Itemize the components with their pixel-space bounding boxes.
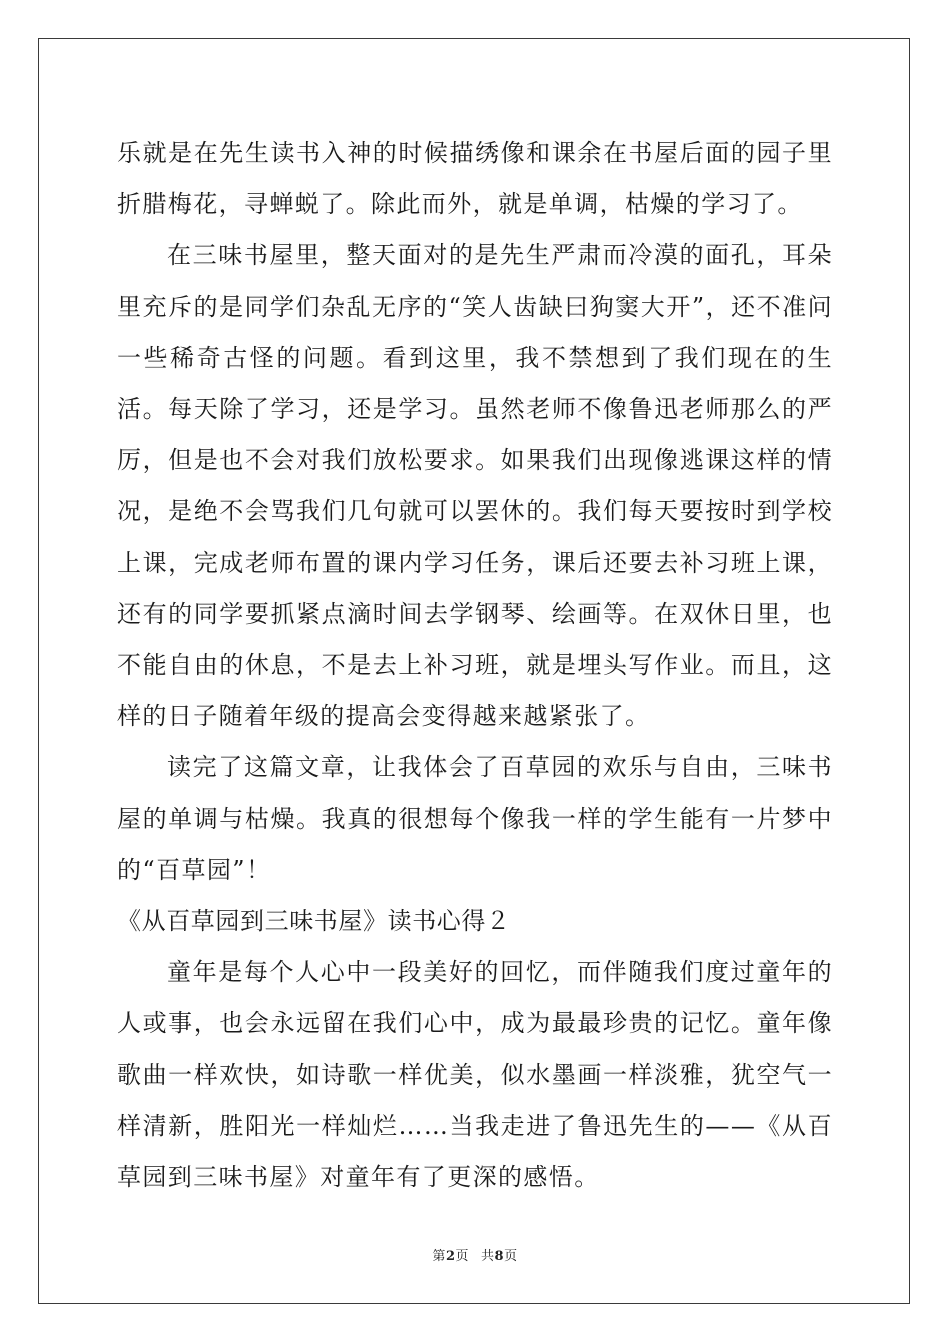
paragraph-sanwei-shuwu: 在三味书屋里，整天面对的是先生严肃而冷漠的面孔，耳朵里充斥的是同学们杂乱无序的“笑人齿缺曰狗窦大开”，还不准问一些稀奇古怪的问题。看到这里，我不禁想到了我们现在的生活。每天除了学习，还是学习。虽然老师不像鲁迅老师那么的严厉，但是也不会对我们放松要求。如果我们出现像逃课这样的情况，是绝不会骂我们几句就可以罢休的。我们每天要按时到学校上课，完成老师布置的课内学习任务，课后还要去补习班上课，还有的同学要抓紧点滴时间去学钢琴、绘画等。在双休日里，也不能自由的休息，不是去上补习班，就是埋头写作业。而且，这样的日子随着年级的提高会变得越来越紧张了。 <box>117 241 833 731</box>
page-footer <box>0 1245 950 1264</box>
total-prefix: 共 <box>481 1249 495 1264</box>
page-prefix: 第 <box>432 1249 446 1264</box>
page-current: 2 <box>445 1249 456 1264</box>
page-suffix: 页 <box>455 1249 469 1264</box>
paragraph-childhood: 童年是每个人心中一段美好的回忆，而伴随我们度过童年的人或事，也会永远留在我们心中，成为最最珍贵的记忆。童年像歌曲一样欢快，如诗歌一样优美，似水墨画一样淡雅，犹空气一样清新，胜阳光一样灿烂……当我走进了鲁迅先生的——《从百草园到三味书屋》对童年有了更深的感悟。 <box>117 958 833 1192</box>
paragraph-conclusion: 读完了这篇文章，让我体会了百草园的欢乐与自由，三味书屋的单调与枯燥。我真的很想每个像我一样的学生能有一片梦中的“百草园”！ <box>117 753 833 884</box>
paragraph-continuation: 乐就是在先生读书入神的时候描绣像和课余在书屋后面的园子里折腊梅花，寻蝉蜕了。除此而外，就是单调，枯燥的学习了。 <box>117 139 833 219</box>
document-body <box>117 128 833 1203</box>
section-heading: 《从百草园到三味书屋》读书心得２ <box>117 907 511 936</box>
total-suffix: 页 <box>504 1249 518 1264</box>
page-total: 8 <box>494 1249 505 1264</box>
